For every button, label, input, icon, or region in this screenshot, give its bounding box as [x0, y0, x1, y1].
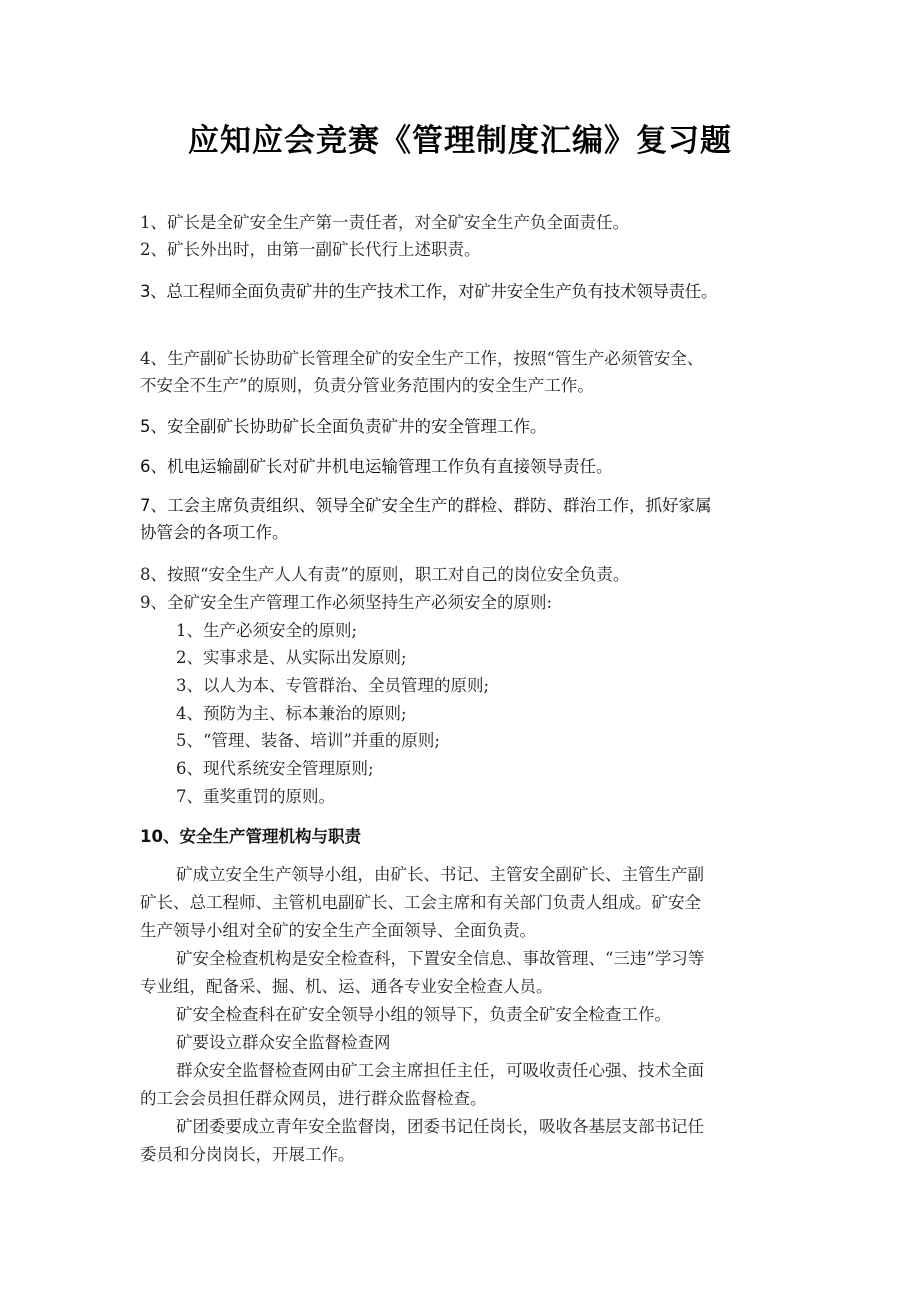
- paragraph-line: 矿安全检查科在矿安全领导小组的领导下，负责全矿安全检查工作。: [176, 1005, 671, 1024]
- item-5: 5、安全副矿长协助矿长全面负责矿井的安全管理工作。: [140, 417, 547, 436]
- item-8: 8、按照“安全生产人人有责”的原则，职工对自己的岗位安全负责。: [140, 565, 630, 584]
- paragraph-line: 的工会会员担任群众网员，进行群众监督检查。: [140, 1089, 487, 1108]
- item-6: 6、机电运输副矿长对矿井机电运输管理工作负有直接领导责任。: [140, 457, 613, 476]
- paragraph-line: 矿安全检查机构是安全检查科，下置安全信息、事故管理、“三违”学习等: [176, 949, 705, 968]
- item-2: 2、矿长外出时，由第一副矿长代行上述职责。: [140, 240, 481, 259]
- sub-item: 1、生产必须安全的原则;: [176, 621, 358, 640]
- paragraph-line: 专业组，配备采、掘、机、运、通各专业安全检查人员。: [140, 977, 553, 996]
- item-3: 3、总工程师全面负责矿井的生产技术工作，对矿井安全生产负有技术领导责任。: [140, 282, 718, 301]
- paragraph-line: 矿长、总工程师、主管机电副矿长、工会主席和有关部门负责人组成。矿安全: [140, 893, 701, 912]
- sub-item: 2、实事求是、从实际出发原则;: [176, 648, 407, 667]
- sub-item: 7、重奖重罚的原则。: [176, 787, 335, 806]
- paragraph-line: 矿团委要成立青年安全监督岗，团委书记任岗长，吸收各基层支部书记任: [176, 1117, 704, 1136]
- item-4-line-1: 4、生产副矿长协助矿长管理全矿的安全生产工作，按照“管生产必须管安全、: [140, 349, 704, 368]
- item-7-line-1: 7、工会主席负责组织、领导全矿安全生产的群检、群防、群治工作，抓好家属: [140, 496, 712, 515]
- paragraph-line: 矿要设立群众安全监督检查网: [176, 1033, 391, 1052]
- item-1: 1、矿长是全矿安全生产第一责任者，对全矿安全生产负全面责任。: [140, 213, 629, 232]
- item-9: 9、全矿安全生产管理工作必须坚持生产必须安全的原则:: [140, 593, 553, 612]
- paragraph-line: 矿成立安全生产领导小组，由矿长、书记、主管安全副矿长、主管生产副: [176, 865, 704, 884]
- section-heading-10: 10、安全生产管理机构与职责: [140, 827, 361, 846]
- paragraph-line: 群众安全监督检查网由矿工会主席担任主任，可吸收责任心强、技术全面: [176, 1061, 704, 1080]
- page-title: 应知应会竞赛《管理制度汇编》复习题: [188, 123, 732, 159]
- sub-item: 4、预防为主、标本兼治的原则;: [176, 704, 407, 723]
- paragraph-line: 生产领导小组对全矿的安全生产全面领导、全面负责。: [140, 921, 536, 940]
- sub-item: 5、“管理、装备、培训”并重的原则;: [176, 731, 440, 750]
- paragraph-line: 委员和分岗岗长，开展工作。: [140, 1145, 355, 1164]
- item-7-line-2: 协管会的各项工作。: [140, 523, 289, 542]
- sub-item: 3、以人为本、专管群治、全员管理的原则;: [176, 676, 490, 695]
- sub-item: 6、现代系统安全管理原则;: [176, 759, 374, 778]
- item-4-line-2: 不安全不生产”的原则，负责分管业务范围内的安全生产工作。: [140, 376, 594, 395]
